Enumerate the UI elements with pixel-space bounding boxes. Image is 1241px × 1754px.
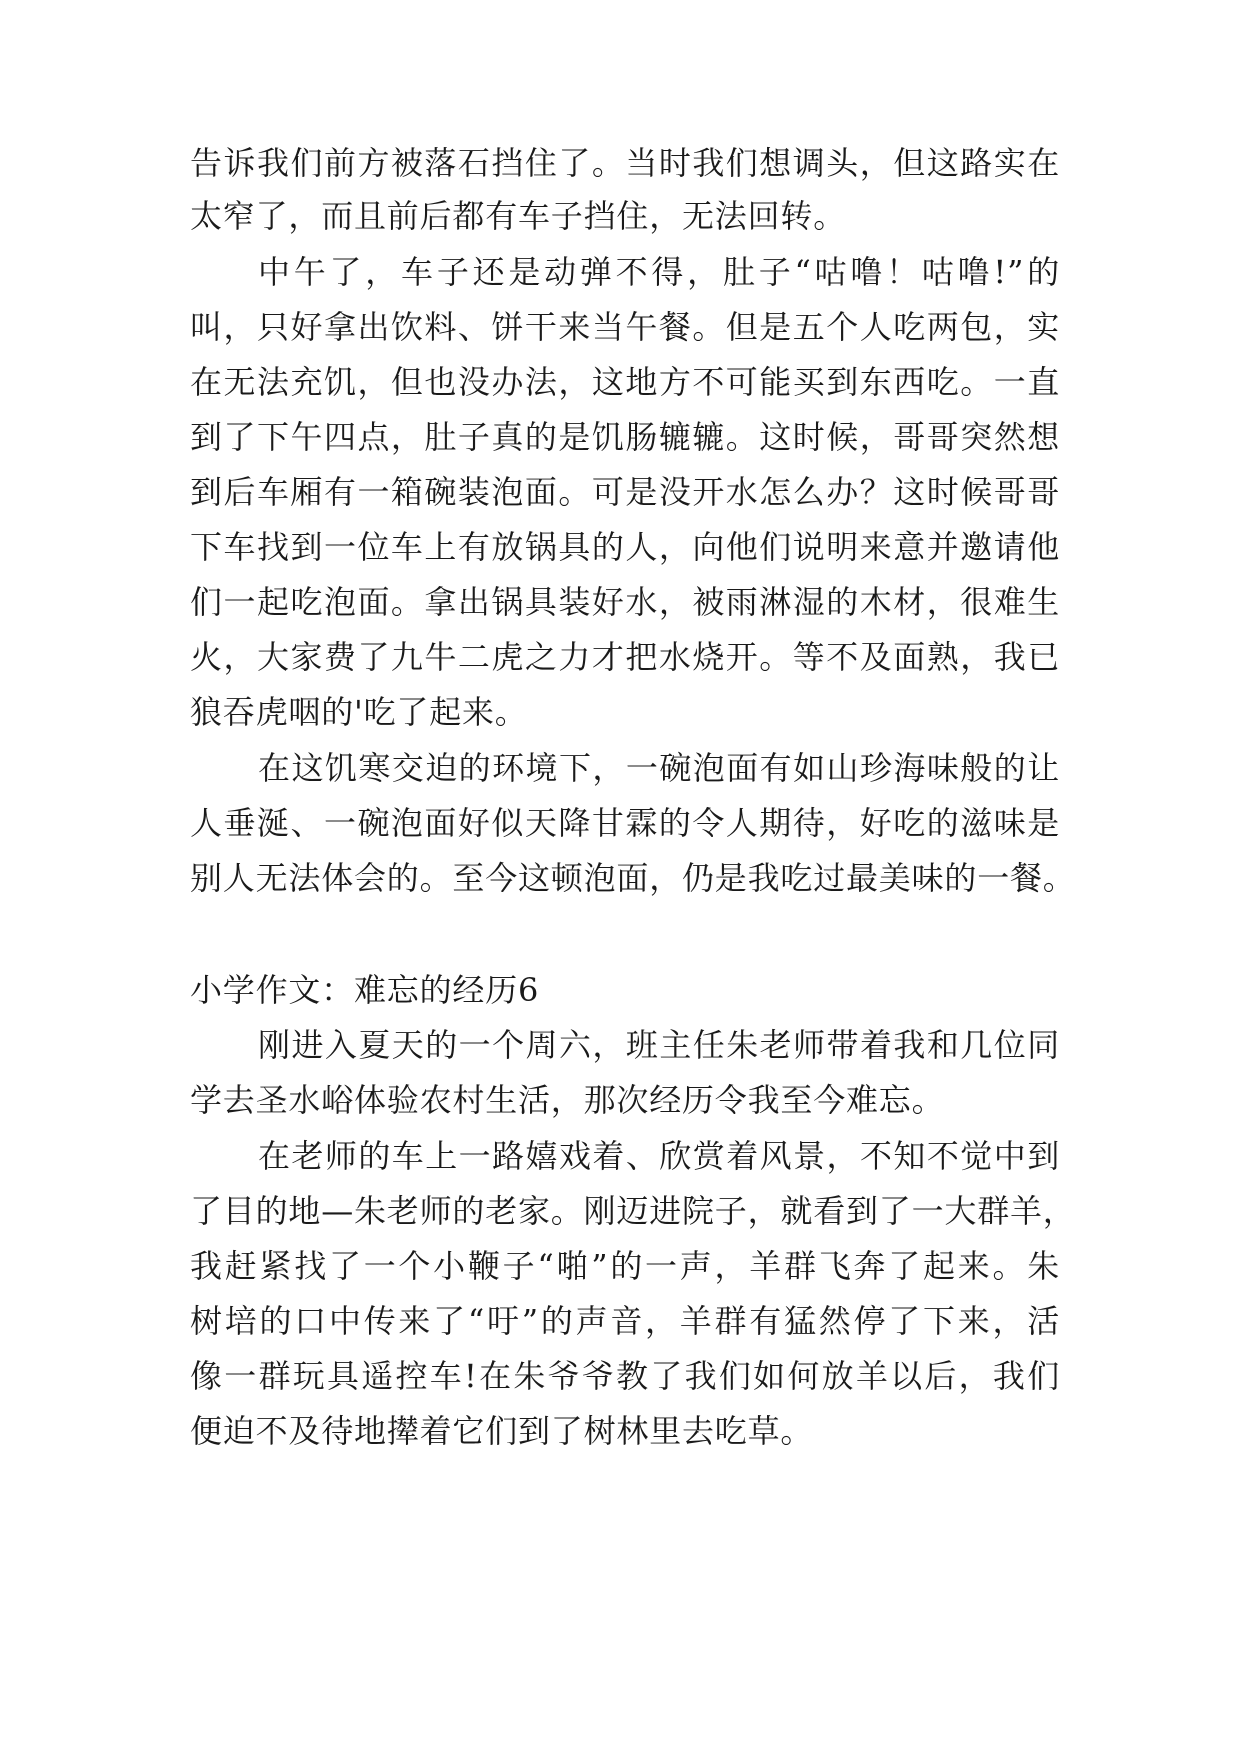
paragraph-line: 学去圣水峪体验农村生活，那次经历令我至今难忘。	[190, 1081, 945, 1119]
paragraph-line: 叫，只好拿出饮料、饼干来当午餐。但是五个人吃两包，实	[190, 308, 1060, 346]
paragraph-line: 了目的地—朱老师的老家。刚迈进院子，就看到了一大群羊，	[190, 1192, 1076, 1230]
paragraph-line: 在这饥寒交迫的环境下，一碗泡面有如山珍海味般的让	[258, 749, 1060, 787]
paragraph-line: 别人无法体会的。至今这顿泡面，仍是我吃过最美味的一餐。	[190, 859, 1076, 897]
paragraph-line: 我赶紧找了一个小鞭子“啪”的一声，羊群飞奔了起来。朱	[190, 1247, 1060, 1285]
paragraph-line: 下车找到一位车上有放锅具的人，向他们说明来意并邀请他	[190, 528, 1060, 566]
paragraph-line: 在老师的车上一路嬉戏着、欣赏着风景，不知不觉中到	[258, 1137, 1060, 1175]
paragraph-line: 们一起吃泡面。拿出锅具装好水，被雨淋湿的木材，很难生	[190, 583, 1060, 621]
paragraph-line: 告诉我们前方被落石挡住了。当时我们想调头，但这路实在	[190, 144, 1060, 182]
paragraph-line: 火，大家费了九牛二虎之力才把水烧开。等不及面熟，我已	[190, 638, 1060, 676]
paragraph-line: 在无法充饥，但也没办法，这地方不可能买到东西吃。一直	[190, 363, 1060, 401]
paragraph-line: 太窄了，而且前后都有车子挡住，无法回转。	[190, 197, 847, 235]
paragraph-line: 狼吞虎咽的'吃了起来。	[190, 693, 528, 731]
paragraph-line: 刚进入夏天的一个周六，班主任朱老师带着我和几位同	[258, 1026, 1060, 1064]
paragraph-line: 便迫不及待地撵着它们到了树林里去吃草。	[190, 1412, 814, 1450]
paragraph-line: 树培的口中传来了“吁”的声音，羊群有猛然停了下来，活	[190, 1302, 1060, 1340]
paragraph-line: 到后车厢有一箱碗装泡面。可是没开水怎么办？这时候哥哥	[190, 473, 1060, 511]
section-heading: 小学作文：难忘的经历6	[190, 971, 540, 1009]
paragraph-line: 人垂涎、一碗泡面好似天降甘霖的令人期待，好吃的滋味是	[190, 804, 1060, 842]
paragraph-line: 中午了，车子还是动弹不得，肚子“咕噜！咕噜!”的	[258, 253, 1060, 291]
paragraph-line: 到了下午四点，肚子真的是饥肠辘辘。这时候，哥哥突然想	[190, 418, 1060, 456]
paragraph-line: 像一群玩具遥控车!在朱爷爷教了我们如何放羊以后，我们	[190, 1357, 1060, 1395]
